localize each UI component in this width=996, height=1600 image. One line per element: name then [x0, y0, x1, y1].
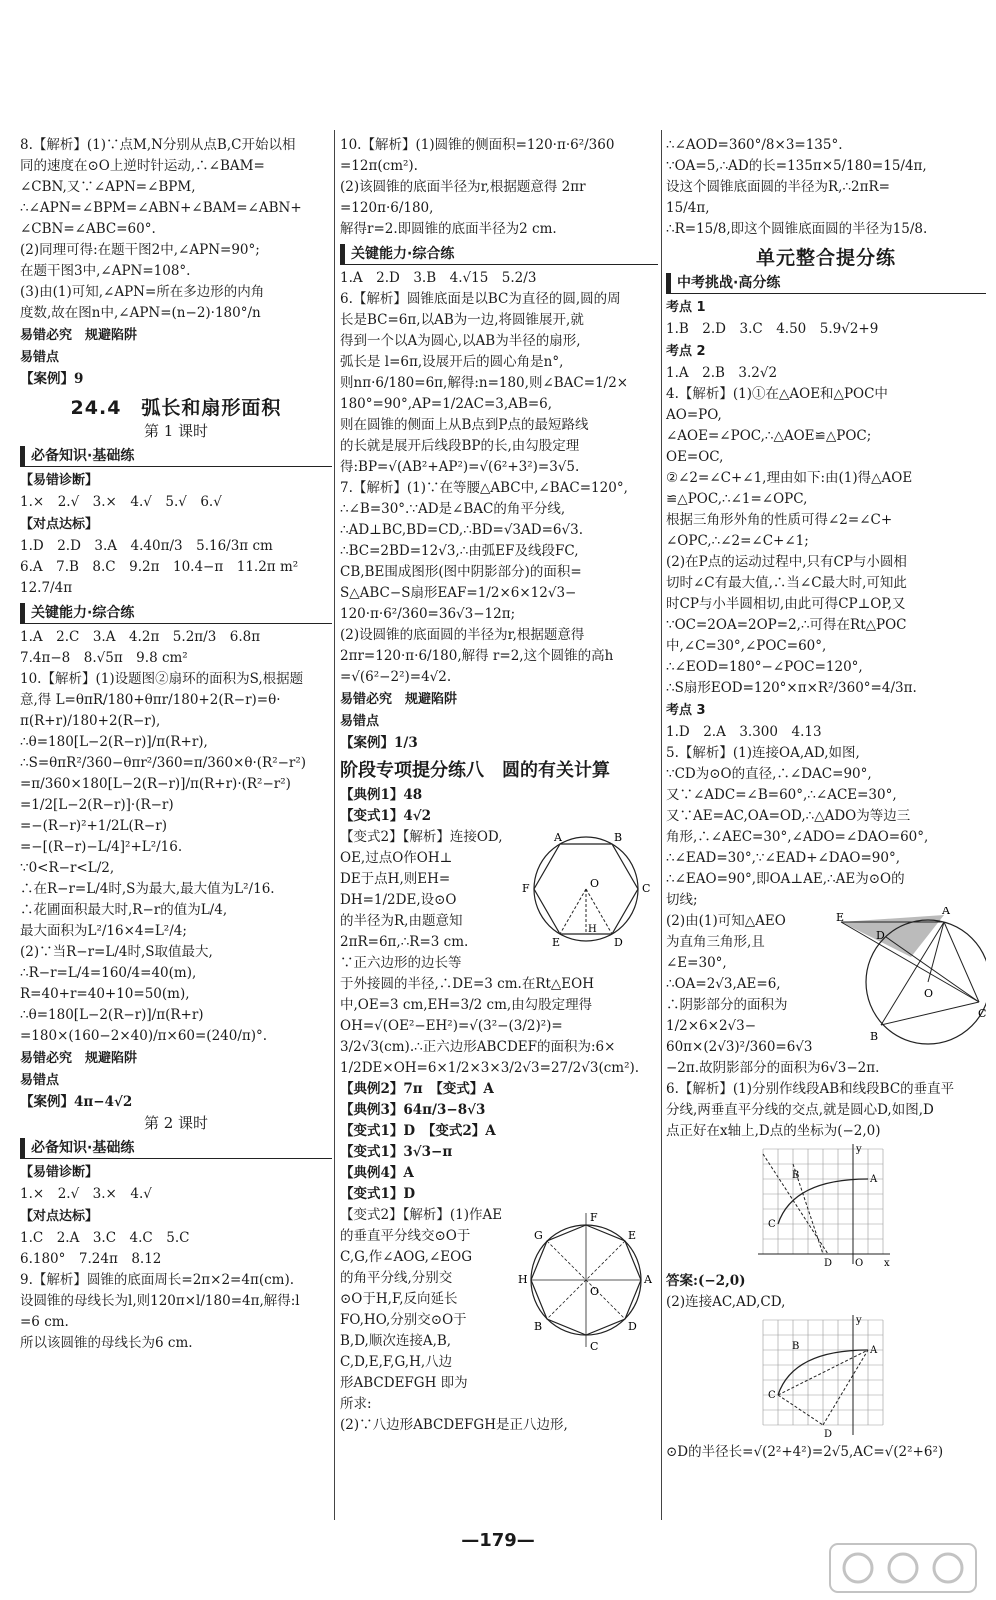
text-line: ∠E=30°, [666, 955, 727, 971]
grid-label: B [792, 1170, 800, 1181]
answers-practice: 6.A 7.B 8.C 9.2π 10.4−π 11.2π m² [20, 559, 299, 575]
text-line: =120π·6/180, [340, 200, 434, 216]
text-line: (2)由(1)可知△AEO [666, 913, 786, 929]
text-line: (2)∵八边形ABCDEFGH是正八边形, [340, 1417, 568, 1433]
text-line: 的角平分线,分别交 [340, 1270, 453, 1286]
hex-label: B [614, 831, 623, 844]
text-line: ∴阴影部分的面积为 [666, 997, 788, 1013]
answers-ability: 1.A 2.C 3.A 4.2π 5.2π/3 6.8π [20, 629, 261, 645]
grid-label: C [768, 1390, 776, 1401]
error-section-title: 易错必究 规避陷阱 [20, 328, 138, 343]
hex-label: H [588, 924, 597, 935]
oct-label: O [590, 1285, 600, 1298]
variant-1: 【变式1】4√2 [340, 808, 432, 824]
text-line: 【变式2】【解析】(1)作AE [340, 1207, 503, 1223]
text-line: ∵OC=2OA=2OP=2,∴可得在Rt△POC [666, 617, 907, 633]
text-line: (2)同理可得:在题干图2中,∠APN=90°; [20, 242, 260, 258]
text-line: 2πr=120·π·6/180,解得 r=2,这个圆锥的高h [340, 648, 614, 664]
column-3 [666, 135, 986, 1463]
text-line: 弧长是 l=6π,设展开后的圆心角是n°, [340, 354, 564, 370]
text-line: ∴在R−r=L/4时,S为最大,最大值为L²/16. [20, 881, 275, 897]
text-line: 9.【解析】圆锥的底面周长=2π×2=4π(cm). [20, 1272, 295, 1288]
grid-label: y [856, 1144, 862, 1155]
circle-tangent-figure [836, 907, 986, 1057]
text-line: 的半径为R,由题意知 [340, 913, 463, 929]
grid-figure-1 [758, 1144, 893, 1269]
oct-label: E [628, 1229, 637, 1242]
grid-label: C [768, 1219, 776, 1230]
text-line: ②∠2=∠C+∠1,理由如下:由(1)得△AOE [666, 470, 913, 486]
text-line: −2π.故阴影部分的面积为6√3−2π. [666, 1060, 880, 1076]
text-line: ∴R=15/8,即这个圆锥底面圆的半径为15/8. [666, 221, 928, 237]
text-line: FO,HO,分别交⊙O于 [340, 1312, 467, 1328]
text-line: 于外接圆的半径,∴DE=3 cm.在Rt△EOH [340, 976, 594, 992]
text-line: ≌△POC,∴∠1=∠OPC, [666, 491, 808, 507]
circ-label: C [978, 1007, 986, 1020]
oct-label: F [590, 1211, 598, 1224]
text-line: 120·π·6²/360=36√3−12π; [340, 606, 516, 622]
example-2: 【典例2】7π 【变式】A [340, 1081, 494, 1097]
text-line: ∠AOE=∠POC,∴△AOE≌△POC; [666, 428, 872, 444]
text-line: ⊙D的半径长=√(2²+4²)=2√5,AC=√(2²+6²) [666, 1444, 944, 1460]
q10-block [20, 669, 332, 1047]
text-line: 得到一个以A为圆心,以AB为半径的扇形, [340, 333, 581, 349]
text-line: (2)连接AC,AD,CD, [666, 1294, 786, 1310]
text-line: ∵正六边形的边长等 [340, 955, 462, 971]
text-line: ∴∠B=30°.∵AD是∠BAC的角平分线, [340, 501, 566, 517]
text-line: ∠OPC,∴∠2=∠C+∠1; [666, 533, 809, 549]
error-point: 易错点 [340, 714, 380, 729]
text-line: ∴AD⊥BC,BD=CD,∴BD=√3AD=6√3. [340, 522, 583, 538]
grid-figure-2 [758, 1315, 893, 1440]
circ-label: B [870, 1030, 879, 1043]
text-line: S△ABC−S扇形EAF=1/2×6×12√3− [340, 585, 577, 601]
answers-ability: 7.4π−8 8.√5π 9.8 cm² [20, 650, 188, 666]
q5-block [666, 743, 986, 1079]
text-line: 6.【解析】(1)分别作线段AB和线段BC的垂直平 [666, 1081, 955, 1097]
text-line: 设圆锥的母线长为l,则120π×l/180=4π,解得:l [20, 1293, 300, 1309]
section-header-basic: 必备知识·基础练 [20, 446, 332, 467]
text-line: ∴∠EOD=180°−∠POC=120°, [666, 659, 863, 675]
text-line: ∴θ=180[L−2(R−r)]/π(R+r) [20, 1007, 204, 1023]
section-header-basic: 必备知识·基础练 [20, 1138, 332, 1159]
tag-practice: 【对点达标】 [20, 1209, 99, 1224]
text-line: ⊙O于H,F,反向延长 [340, 1291, 458, 1307]
text-line: ∴S=θπR²/360−θπr²/360=π/360×θ·(R²−r²) [20, 755, 307, 771]
hex-label: A [554, 831, 562, 844]
text-line: =−[(R−r)−L/4]²+L²/16. [20, 839, 183, 855]
text-line: (2)在P点的运动过程中,只有CP与小圆相 [666, 554, 907, 570]
error-point: 易错点 [20, 350, 60, 365]
text-line: =12π(cm²). [340, 158, 418, 174]
grid-label: D [824, 1258, 833, 1269]
stage-title: 阶段专项提分练八 圆的有关计算 [340, 760, 610, 781]
text-line: ∴∠EAO=90°,即OA⊥AE,∴AE为⊙O的 [666, 871, 905, 887]
section-title: 24.4 弧长和扇形面积 [70, 397, 282, 419]
variant-line: 【变式1】3√3−π [340, 1144, 453, 1160]
answers-ability: 1.A 2.D 3.B 4.√15 5.2/3 [340, 270, 537, 286]
answers-diagnosis: 1.× 2.√ 3.× 4.√ 5.√ 6.√ [20, 494, 222, 510]
oct-label: C [590, 1340, 599, 1353]
oct-label: D [628, 1320, 637, 1333]
answers-practice: 6.180° 7.24π 8.12 [20, 1251, 162, 1267]
text-line: ∴R−r=L/4=160/4=40(m), [20, 965, 197, 981]
column-1 [20, 135, 332, 1354]
text-line: (3)由(1)可知,∠APN=所在多边形的内角 [20, 284, 265, 300]
text-line: 长是BC=6π,以AB为一边,将圆锥展开,就 [340, 312, 584, 328]
answers-topic: 1.B 2.D 3.C 4.50 5.9√2+9 [666, 321, 879, 337]
topic-label: 考点 2 [666, 344, 706, 359]
text-line: 点正好在x轴上,D点的坐标为(−2,0) [666, 1123, 881, 1139]
text-line: ∴∠APN=∠BPM=∠ABN+∠BAM=∠ABN+ [20, 200, 302, 216]
text-line: ∠CBN=∠ABC=60°. [20, 221, 156, 237]
example-1: 【典例1】48 [340, 787, 423, 803]
column-divider [334, 130, 335, 1520]
oct-label: G [534, 1229, 543, 1242]
grid-label: y [856, 1315, 862, 1326]
text-line: 分线,两垂直平分线的交点,就是圆心D,如图,D [666, 1102, 934, 1118]
text-line: =180×(160−2×40)/π×60=(240/π)°. [20, 1028, 268, 1044]
grid-label: A [870, 1345, 878, 1356]
oct-label: A [644, 1273, 652, 1286]
error-point: 易错点 [20, 1073, 60, 1088]
text-line: 得:BP=√(AB²+AP²)=√(6²+3²)=3√5. [340, 459, 580, 475]
text-line: 意,得 L=θπR/180+θπr/180+2(R−r)=θ· [20, 692, 281, 708]
text-line: 切时∠C有最大值,∴当∠C最大时,可知此 [666, 575, 907, 591]
circ-label: D [876, 929, 885, 942]
q5-figure-area [666, 907, 986, 1079]
grid-label: B [792, 1341, 800, 1352]
text-line: 15/4π, [666, 200, 710, 216]
lesson-title: 第 2 课时 [143, 1114, 209, 1132]
text-line: ∠CBN,又∵∠APN=∠BPM, [20, 179, 196, 195]
hexagon-block [340, 827, 658, 1079]
case-answer: 【案例】9 [20, 371, 84, 387]
text-line: =π/360×180[L−2(R−r)]/π(R+r)·(R²−r²) [20, 776, 291, 792]
case-answer: 【案例】1/3 [340, 735, 418, 751]
text-line: 所求: [340, 1396, 372, 1412]
error-section-title: 易错必究 规避陷阱 [340, 692, 458, 707]
text-line: 7.【解析】(1)∵在等腰△ABC中,∠BAC=120°, [340, 480, 628, 496]
text-line: 180°=90°,AP=1/2AC=3,AB=6, [340, 396, 553, 412]
text-line: ∴花圃面积最大时,R−r的值为L/4, [20, 902, 228, 918]
example-3: 【典例3】64π/3−8√3 [340, 1102, 486, 1118]
grid-label: O [855, 1258, 864, 1269]
text-line: OH=√(OE²−EH²)=√(3²−(3/2)²)= [340, 1018, 563, 1034]
text-line: 度数,故在图n中,∠APN=(n−2)·180°/n [20, 305, 261, 321]
text-line: 最大面积为L²/16×4=L²/4; [20, 923, 187, 939]
text-line: 10.【解析】(1)圆锥的侧面积=120·π·6²/360 [340, 137, 615, 153]
answers-topic: 1.A 2.B 3.2√2 [666, 365, 778, 381]
q8-block [20, 135, 332, 324]
text-line: R=40+r=40+10=50(m), [20, 986, 190, 1002]
unit-title: 单元整合提分练 [755, 247, 896, 269]
oct-label: B [534, 1320, 543, 1333]
text-line: 8.【解析】(1)∵点M,N分别从点B,C开始以相 [20, 137, 296, 153]
text-line: 10.【解析】(1)设题图②扇环的面积为S,根据题 [20, 671, 304, 687]
hex-label: C [642, 882, 651, 895]
circ-label: A [942, 907, 950, 917]
text-line: 1/2DE×OH=6×1/2×3×3/2√3=27/2√3(cm²). [340, 1060, 640, 1076]
text-line: AO=PO, [666, 407, 722, 423]
hexagon-figure [516, 829, 656, 949]
text-line: 的长就是展开后线段BP的长,由勾股定理 [340, 438, 580, 454]
answers-practice: 1.D 2.D 3.A 4.40π/3 5.16/3π cm [20, 538, 273, 554]
text-line: ∴BC=2BD=12√3,∴由弧EF及线段FC, [340, 543, 579, 559]
text-line: 角形,∴∠AEC=30°,∠ADO=∠DAO=60°, [666, 829, 929, 845]
q9-block [20, 1270, 332, 1354]
variant-line: 【变式1】D 【变式2】A [340, 1123, 496, 1139]
answers-practice: 1.C 2.A 3.C 4.C 5.C [20, 1230, 190, 1246]
tag-practice: 【对点达标】 [20, 517, 99, 532]
grid-label: D [824, 1429, 833, 1440]
text-line: OE,过点O作OH⊥ [340, 850, 453, 866]
error-section-title: 易错必究 规避陷阱 [20, 1051, 138, 1066]
text-line: 4.【解析】(1)①在△AOE和△POC中 [666, 386, 888, 402]
text-line: ∴θ=180[L−2(R−r)]/π(R+r), [20, 734, 208, 750]
text-line: 在题干图3中,∠APN=108°. [20, 263, 191, 279]
answers-topic: 1.D 2.A 3.300 4.13 [666, 724, 822, 740]
watermark-logo-icon [828, 1540, 978, 1595]
text-line: ∵OA=5,∴AD的长=135π×5/180=15/4π, [666, 158, 927, 174]
text-line: 3/2√3(cm).∴正六边形ABCDEF的面积为:6× [340, 1039, 616, 1055]
text-line: 又∵AE=AC,OA=OD,∴△ADO为等边三 [666, 808, 911, 824]
hex-label: F [522, 882, 530, 895]
text-line: DH=1/2DE,设⊙O [340, 892, 457, 908]
answer-line: 答案:(−2,0) [666, 1273, 746, 1289]
text-line: =−(R−r)²+1/2L(R−r) [20, 818, 167, 834]
lesson-title: 第 1 课时 [143, 422, 209, 440]
text-line: 1/2×6×2√3− [666, 1018, 757, 1034]
section-header-ability: 关键能力·综合练 [340, 244, 658, 265]
text-line: ∴∠EAD=30°,∵∠EAD+∠DAO=90°, [666, 850, 900, 866]
tag-diagnosis: 【易错诊断】 [20, 473, 99, 488]
text-line: ∴∠AOD=360°/8×3=135°. [666, 137, 843, 153]
text-line: 【变式2】【解析】连接OD, [340, 829, 503, 845]
example-4: 【典例4】A [340, 1165, 414, 1181]
octagon-block [340, 1205, 658, 1436]
topic-label: 考点 1 [666, 300, 706, 315]
text-line: 2πR=6π,∴R=3 cm. [340, 934, 469, 950]
circ-label: O [924, 987, 934, 1000]
text-line: 则nπ·6/180=6π,解得:n=180,则∠BAC=1/2× [340, 375, 629, 391]
hex-label: E [552, 936, 561, 949]
text-line: =√(6²−2²)=4√2. [340, 669, 452, 685]
oct-label: H [518, 1273, 528, 1286]
case-answer: 【案例】4π−4√2 [20, 1094, 133, 1110]
text-line: π(R+r)/180+2(R−r), [20, 713, 161, 729]
column-2 [340, 135, 658, 1436]
text-line: C,D,E,F,G,H,八边 [340, 1354, 453, 1370]
text-line: 6.【解析】圆锥底面是以BC为直径的圆,圆的周 [340, 291, 621, 307]
hex-label: O [590, 877, 600, 890]
text-line: =1/2[L−2(R−r)]·(R−r) [20, 797, 174, 813]
text-line: C,G,作∠AOG,∠EOG [340, 1249, 472, 1265]
answers-practice: 12.7/4π [20, 580, 73, 596]
text-line: 设这个圆锥底面圆的半径为R,∴2πR= [666, 179, 890, 195]
text-line: 为直角三角形,且 [666, 934, 765, 950]
tag-diagnosis: 【易错诊断】 [20, 1165, 99, 1180]
text-line: B,D,顺次连接A,B, [340, 1333, 452, 1349]
text-line: ∵CD为⊙O的直径,∴∠DAC=90°, [666, 766, 872, 782]
grid-label: A [870, 1174, 878, 1185]
text-line: 所以该圆锥的母线长为6 cm. [20, 1335, 193, 1351]
text-line: =6 cm. [20, 1314, 69, 1330]
text-line: ∴OA=2√3,AE=6, [666, 976, 781, 992]
text-line: 的垂直平分线交⊙O于 [340, 1228, 471, 1244]
text-line: (2)该圆锥的底面半径为r,根据题意得 2πr [340, 179, 586, 195]
text-line: 5.【解析】(1)连接OA,AD,如图, [666, 745, 860, 761]
text-line: (2)∵当R−r=L/4时,S取值最大, [20, 944, 213, 960]
circ-label: E [836, 911, 845, 924]
text-line: 根据三角形外角的性质可得∠2=∠C+ [666, 512, 893, 528]
text-line: OE=OC, [666, 449, 724, 465]
grid-label: x [884, 1258, 890, 1269]
text-line: ∴S扇形EOD=120°×π×R²/360°=4/3π. [666, 680, 917, 696]
text-line: CB,BE围成图形(图中阴影部分)的面积= [340, 564, 582, 580]
text-line: 中,OE=3 cm,EH=3/2 cm,由勾股定理得 [340, 997, 593, 1013]
text-line: 中,∠C=30°,∠POC=60°, [666, 638, 827, 654]
text-line: 同的速度在⊙O上逆时针运动,∴∠BAM= [20, 158, 265, 174]
text-line: 时CP与小半圆相切,由此可得CP⊥OP,又 [666, 596, 906, 612]
topic-label: 考点 3 [666, 703, 706, 718]
hex-label: D [614, 936, 623, 949]
section-header-exam: 中考挑战·高分练 [666, 273, 986, 294]
octagon-figure [516, 1205, 656, 1355]
column-divider [661, 130, 662, 1520]
text-line: 又∵∠ADC=∠B=60°,∴∠ACE=30°, [666, 787, 897, 803]
text-line: (2)设圆锥的底面圆的半径为r,根据题意得 [340, 627, 585, 643]
text-line: DE于点H,则EH= [340, 871, 451, 887]
text-line: 切线; [666, 892, 698, 908]
text-line: ∵0<R−r<L/2, [20, 860, 115, 876]
answers-diagnosis: 1.× 2.√ 3.× 4.√ [20, 1186, 152, 1202]
text-line: 则在圆锥的侧面上从B点到P点的最短路线 [340, 417, 589, 433]
text-line: 60π×(2√3)²/360=6√3 [666, 1039, 813, 1055]
text-line: 形ABCDEFGH 即为 [340, 1375, 468, 1391]
variant-line: 【变式1】D [340, 1186, 416, 1202]
section-header-ability: 关键能力·综合练 [20, 603, 332, 624]
page-number: —179— [461, 1530, 535, 1551]
text-line: 解得r=2.即圆锥的底面半径为2 cm. [340, 221, 557, 237]
